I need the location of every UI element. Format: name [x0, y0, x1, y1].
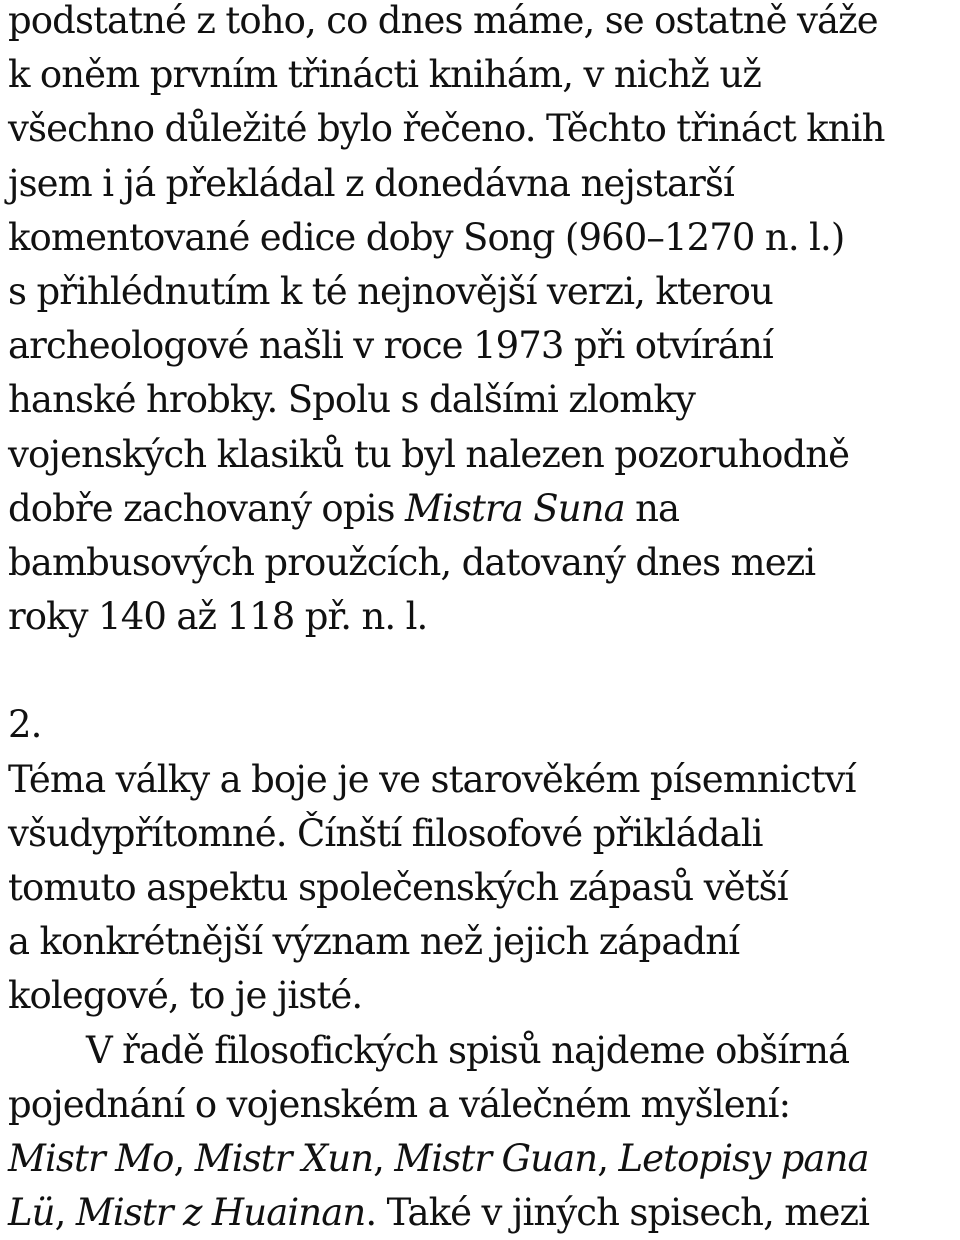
- text-line: [8, 482, 952, 536]
- text-line: tomuto aspektu společenských zápasů větší: [8, 866, 788, 910]
- book-title: Letopisy pana: [618, 1137, 869, 1181]
- book-title: Mistra Suna: [404, 486, 625, 530]
- text-run: ,: [173, 1137, 195, 1181]
- text-line: jsem i já překládal z donedávna nejstarší: [8, 161, 734, 205]
- text-run: ,: [373, 1137, 395, 1181]
- text-line: komentované edice doby Song (960–1270 n. l.): [8, 215, 845, 259]
- text-line: kolegové, to je jisté.: [8, 974, 363, 1018]
- text-run: ,: [54, 1191, 76, 1235]
- text-line: [8, 1132, 952, 1186]
- book-title: Mistr Xun: [194, 1137, 374, 1181]
- text-run: dobře zachovaný opis: [8, 486, 405, 530]
- text-line: V řadě filosofických spisů najdeme obšírná: [86, 1028, 850, 1072]
- text-line: pojednání o vojenském a válečném myšlení:: [8, 1082, 791, 1126]
- text-line: a konkrétnější význam než jejich západní: [8, 920, 740, 964]
- text-line: podstatné z toho, co dnes máme, se ostatně váže: [8, 0, 878, 42]
- text-run: ,: [597, 1137, 619, 1181]
- book-title: Lü: [8, 1191, 55, 1235]
- text-line: roky 140 až 118 př. n. l.: [8, 595, 428, 639]
- text-line: s přihlédnutím k té nejnovější verzi, kterou: [8, 270, 773, 314]
- text-line: archeologové našli v roce 1973 při otvírání: [8, 324, 773, 368]
- text-line: Téma války a boje je ve starověkém písemnictví: [8, 757, 856, 801]
- text-line: k oněm prvním třinácti knihám, v nichž už: [8, 53, 761, 97]
- section-number: 2.: [8, 703, 42, 747]
- text-run: na: [624, 486, 680, 530]
- text-line: hanské hrobky. Spolu s dalšími zlomky: [8, 378, 695, 422]
- text-line: všechno důležité bylo řečeno. Těchto třináct knih: [8, 107, 885, 151]
- text-line: vojenských klasiků tu byl nalezen pozoruhodně: [8, 432, 850, 476]
- book-title: Mistr Mo: [8, 1137, 174, 1181]
- text-line: bambusových proužcích, datovaný dnes mezi: [8, 541, 816, 585]
- text-run: . Také v jiných spisech, mezi: [365, 1191, 869, 1235]
- book-title: Mistr Guan: [394, 1137, 598, 1181]
- text-line: všudypřítomné. Čínští filosofové přikládali: [8, 811, 763, 855]
- book-title: Mistr z Huainan: [75, 1191, 366, 1235]
- paragraph-gap: [8, 644, 952, 698]
